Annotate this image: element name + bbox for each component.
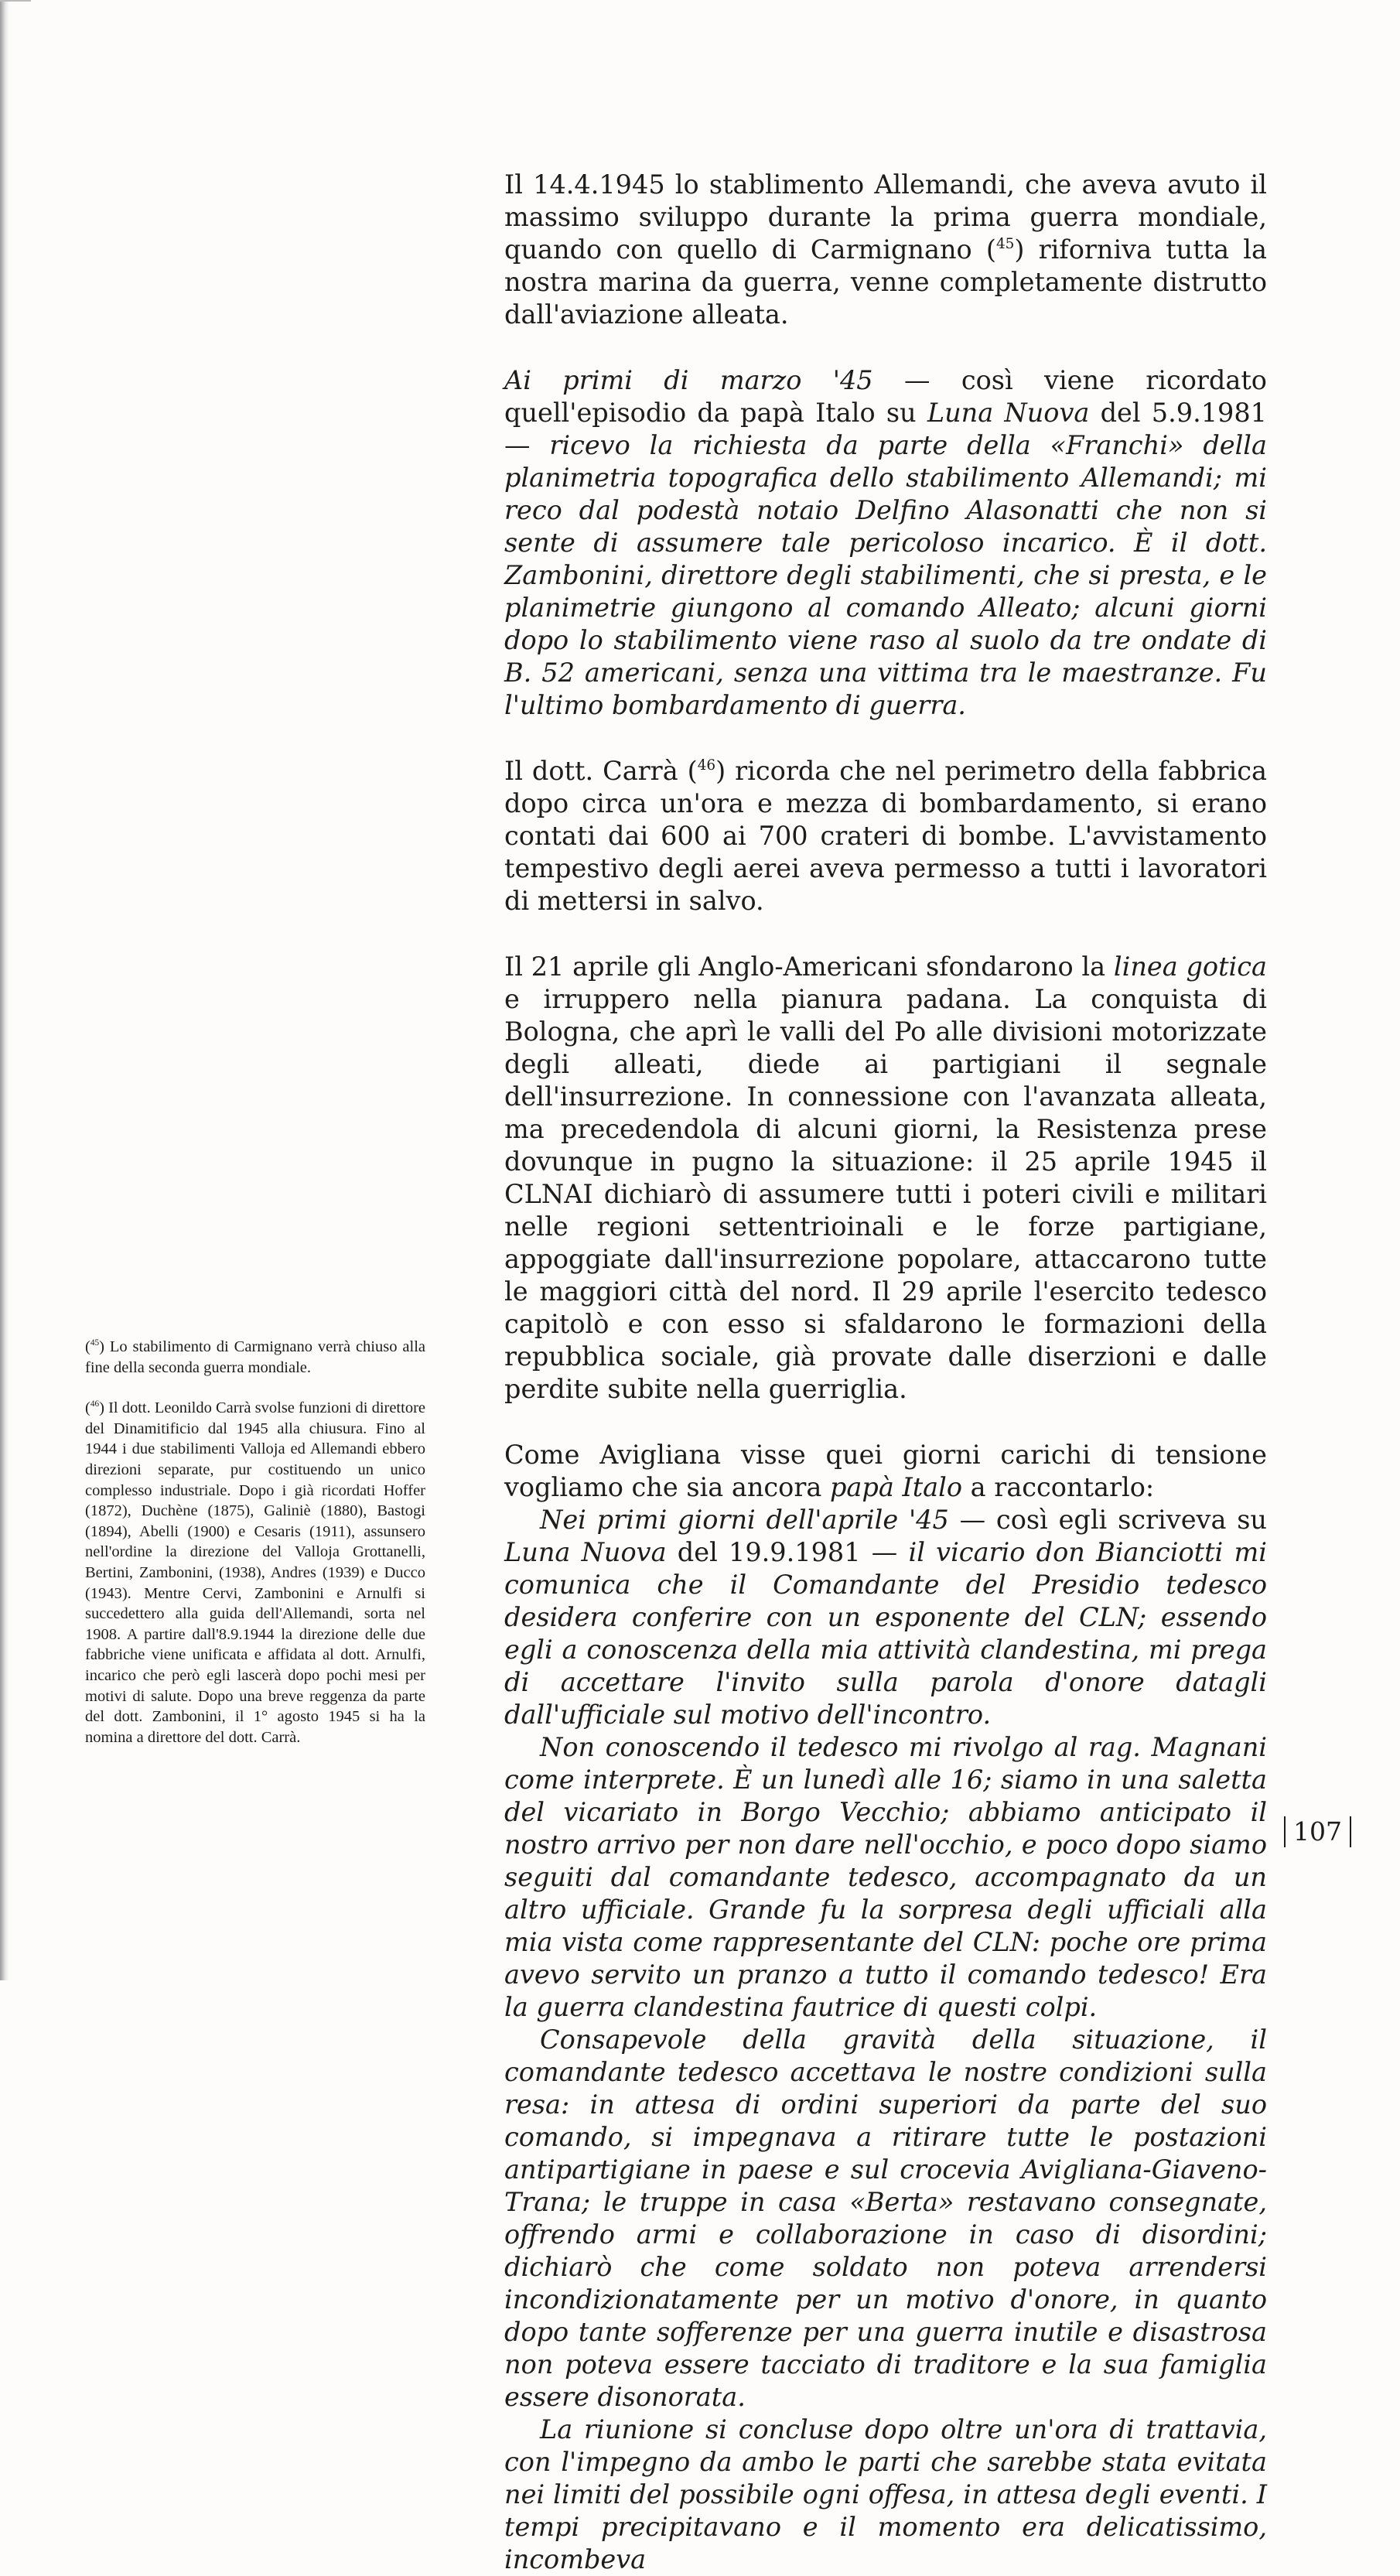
p2-italic-3: ricevo la richiesta da parte della «Franchi» della planimetria topografica dello stabilimento Allemandi; mi reco dal podestà notaio Delfino Alasonatti che non si sente di assumere tale pericoloso incarico. È il dott. Zambonini, direttore degli stabilimenti, che si presta, e le planimetrie giungono al comando Alleato; alcuni giorni dopo lo stabilimento viene raso al suolo da tre ondate di B. 52 americani, senza una vittima tra le maestranze. Fu l'ultimo bombardamento di guerra.: [504, 430, 1267, 720]
p6-roman-2: del 19.9.1981 —: [666, 1537, 909, 1567]
footnote-45: ($^{45}$) Lo stabilimento di Carmignano verrà chiuso alla fine della seconda guerra mondiale.: [85, 1338, 425, 1376]
p3-text-a: Il dott. Carrà (: [504, 756, 698, 786]
footnote-46-number: 46: [90, 1399, 100, 1409]
footnote-45-text: Lo stabilimento di Carmignano verrà chiuso alla fine della seconda guerra mondiale.: [85, 1338, 425, 1376]
p6-italic-1: Nei primi giorni dell'aprile '45: [540, 1505, 949, 1535]
paragraph-6: [504, 1504, 1267, 1731]
p1-text-a: Il 14.4.1945 lo stablimento Allemandi, che aveva avuto il massimo sviluppo durante la prima guerra mondiale, quando con quello di Carmignano (: [504, 169, 1267, 265]
paragraph-8: Consapevole della gravità della situazione, il comandante tedesco accettava le nostre condizioni sulla resa: in attesa di ordini superiori da parte del suo comando, si impegnava a ritirare tutte le postazioni antipartigiane in paese e sul crocevia Avigliana-Giaveno-Trana; le truppe in casa «Berta» restavano consegnate, offrendo armi e collaborazione in caso di disordini; dichiarò che come soldato non poteva arrendersi incondizionatamente per un motivo d'onore, in quanto dopo tante sofferenze per una guerra inutile e disastrosa non poteva essere tacciato di traditore e la sua famiglia essere disonorata.: [504, 2024, 1267, 2412]
page-corner-mark: [0, 0, 31, 17]
paragraph-5: [504, 1439, 1267, 1504]
footnote-46: ($^{46}$) Il dott. Leonildo Carrà svolse funzioni di direttore del Dinamitificio dal 1945 alla chiusura. Fino al 1944 i due stabilimenti Valloja ed Allemandi ebbero direzioni separate, pur costituendo un unico complesso industriale. Dopo i già ricordati Hoffer (1872), Duchène (1875), Galiniè (1880), Bastogi (1894), Abelli (1900) e Cesaris (1911), assunsero nell'ordine la direzione del Valloja Grottanelli, Bertini, Zambonini, (1938), Andres (1939) e Ducco (1943). Mentre Cervi, Zambonini e Arnulfi si succedettero alla guida dell'Allemandi, sorta nel 1908. A partire dall'8.9.1944 la direzione delle due fabbriche viene unificata e affidata al dott. Arnulfi, incarico che però egli lascerà dopo pochi mesi per motivi di salute. Dopo una breve reggenza da parte del dott. Zambonini, il 1° agosto 1945 si ha la nomina a direttore del dott. Carrà.: [85, 1399, 426, 1746]
p5-text-b: a raccontarlo:: [962, 1472, 1155, 1502]
p5-text-a: Come Avigliana visse quei giorni carichi di tensione vogliamo che sia ancora: [504, 1440, 1267, 1502]
page-edge-shadow: [0, 0, 9, 1980]
p4-text-b: e irruppero nella pianura padana. La conquista di Bologna, che aprì le valli del Po alle divisioni motorizzate degli alleati, diede ai partigiani il segnale dell'insurrezione. In connessione con l'avanzata alleata, ma precedendola di alcuni giorni, la Resistenza prese dovunque in pugno la situazione: il 25 aprile 1945 il CLNAI dichiarò di assumere tutti i poteri civili e militari nelle regioni settentrioinali e le forze partigiane, appoggiate dall'insurrezione popolare, attaccarono tutte le maggiori città del nord. Il 29 aprile l'esercito tedesco capitolò e con esso si sfaldarono le formazioni della repubblica sociale, già provate dalle diserzioni e dalle perdite subite nella guerriglia.: [504, 984, 1267, 1404]
p4-text-a: Il 21 aprile gli Anglo-Americani sfondarono la: [504, 951, 1114, 982]
p4-italic: linea gotica: [1113, 951, 1267, 982]
p1-text-b: ) riforniva tutta la nostra marina da guerra, venne completamente distrutto dall'aviazione alleata.: [504, 234, 1267, 330]
page-number-box: [1284, 1815, 1351, 1849]
footnote-ref-45: 45: [995, 236, 1015, 253]
paragraph-9: La riunione si concluse dopo oltre un'ora di trattavia, con l'impegno da ambo le parti che sarebbe stata evitata nei limiti del possibile ogni offesa, in attesa degli eventi. I tempi precipitavano e il momento era delicatissimo, incombeva: [504, 2414, 1267, 2574]
page-number-rule-left: [1284, 1816, 1286, 1847]
footnote-45-number: 45: [90, 1338, 100, 1348]
p2-italic-2: Luna Nuova: [927, 398, 1090, 428]
p2-roman-1: — così viene ricordato quell'episodio da papà Italo su: [504, 365, 1267, 428]
paragraph-1: [504, 169, 1267, 331]
p2-roman-2: del 5.9.1981 —: [504, 398, 1267, 460]
p3-text-b: ) ricorda che nel perimetro della fabbrica dopo circa un'ora e mezza di bombardamento, si erano contati dai 600 ai 700 crateri di bombe. L'avvistamento tempestivo degli aerei aveva permesso a tutti i lavoratori di mettersi in salvo.: [504, 756, 1267, 916]
page-number-rule-right: [1350, 1816, 1351, 1847]
paragraph-7: Non conoscendo il tedesco mi rivolgo al rag. Magnani come interprete. È un lunedì alle 16; siamo in una saletta del vicariato in Borgo Vecchio; abbiamo anticipato il nostro arrivo per non dare nell'occhio, e poco dopo siamo seguiti dal comandante tedesco, accompagnato da un altro ufficiale. Grande fu la sorpresa degli ufficiali alla mia vista come rappresentante del CLN: poche ore prima avevo servito un pranzo a tutto il comando tedesco! Era la guerra clandestina fautrice di questi colpi.: [504, 1732, 1267, 2022]
main-text-column: [504, 169, 1267, 2576]
p2-italic-1: Ai primi di marzo '45: [504, 365, 873, 395]
p5-italic: papà Italo: [829, 1472, 963, 1502]
paragraph-3: [504, 755, 1267, 917]
paragraph-2: [504, 364, 1267, 722]
p6-italic-2: Luna Nuova: [504, 1537, 667, 1567]
footnote-ref-46: 46: [697, 757, 716, 774]
p6-roman-1: — così egli scriveva su: [948, 1505, 1267, 1535]
p6-italic-3: il vicario don Bianciotti mi comunica che il Comandante del Presidio tedesco desidera conferire con un esponente del CLN; essendo egli a conoscenza della mia attività clandestina, mi prega di accettare l'invito sulla parola d'onore datagli dall'ufficiale sul motivo dell'incontro.: [504, 1537, 1267, 1730]
page-number: 107: [1293, 1816, 1342, 1847]
paragraph-4: [504, 951, 1267, 1406]
footnotes: [85, 1337, 425, 1768]
footnote-46-text: Il dott. Leonildo Carrà svolse funzioni di direttore del Dinamitificio dal 1945 alla chiusura. Fino al 1944 i due stabilimenti Valloja ed Allemandi ebbero direzioni separate, pur costituendo un unico complesso industriale. Dopo i già ricordati Hoffer (1872), Duchène (1875), Galiniè (1880), Bastogi (1894), Abelli (1900) e Cesaris (1911), assunsero nell'ordine la direzione del Valloja Grottanelli, Bertini, Zambonini, (1938), Andres (1939) e Ducco (1943). Mentre Cervi, Zambonini e Arnulfi si succedettero alla guida dell'Allemandi, sorta nel 1908. A partire dall'8.9.1944 la direzione delle due fabbriche viene unificata e affidata al dott. Arnulfi, incarico che però egli lascerà dopo pochi mesi per motivi di salute. Dopo una breve reggenza da parte del dott. Zambonini, il 1° agosto 1945 si ha la nomina a direttore del dott. Carrà.: [85, 1399, 426, 1746]
